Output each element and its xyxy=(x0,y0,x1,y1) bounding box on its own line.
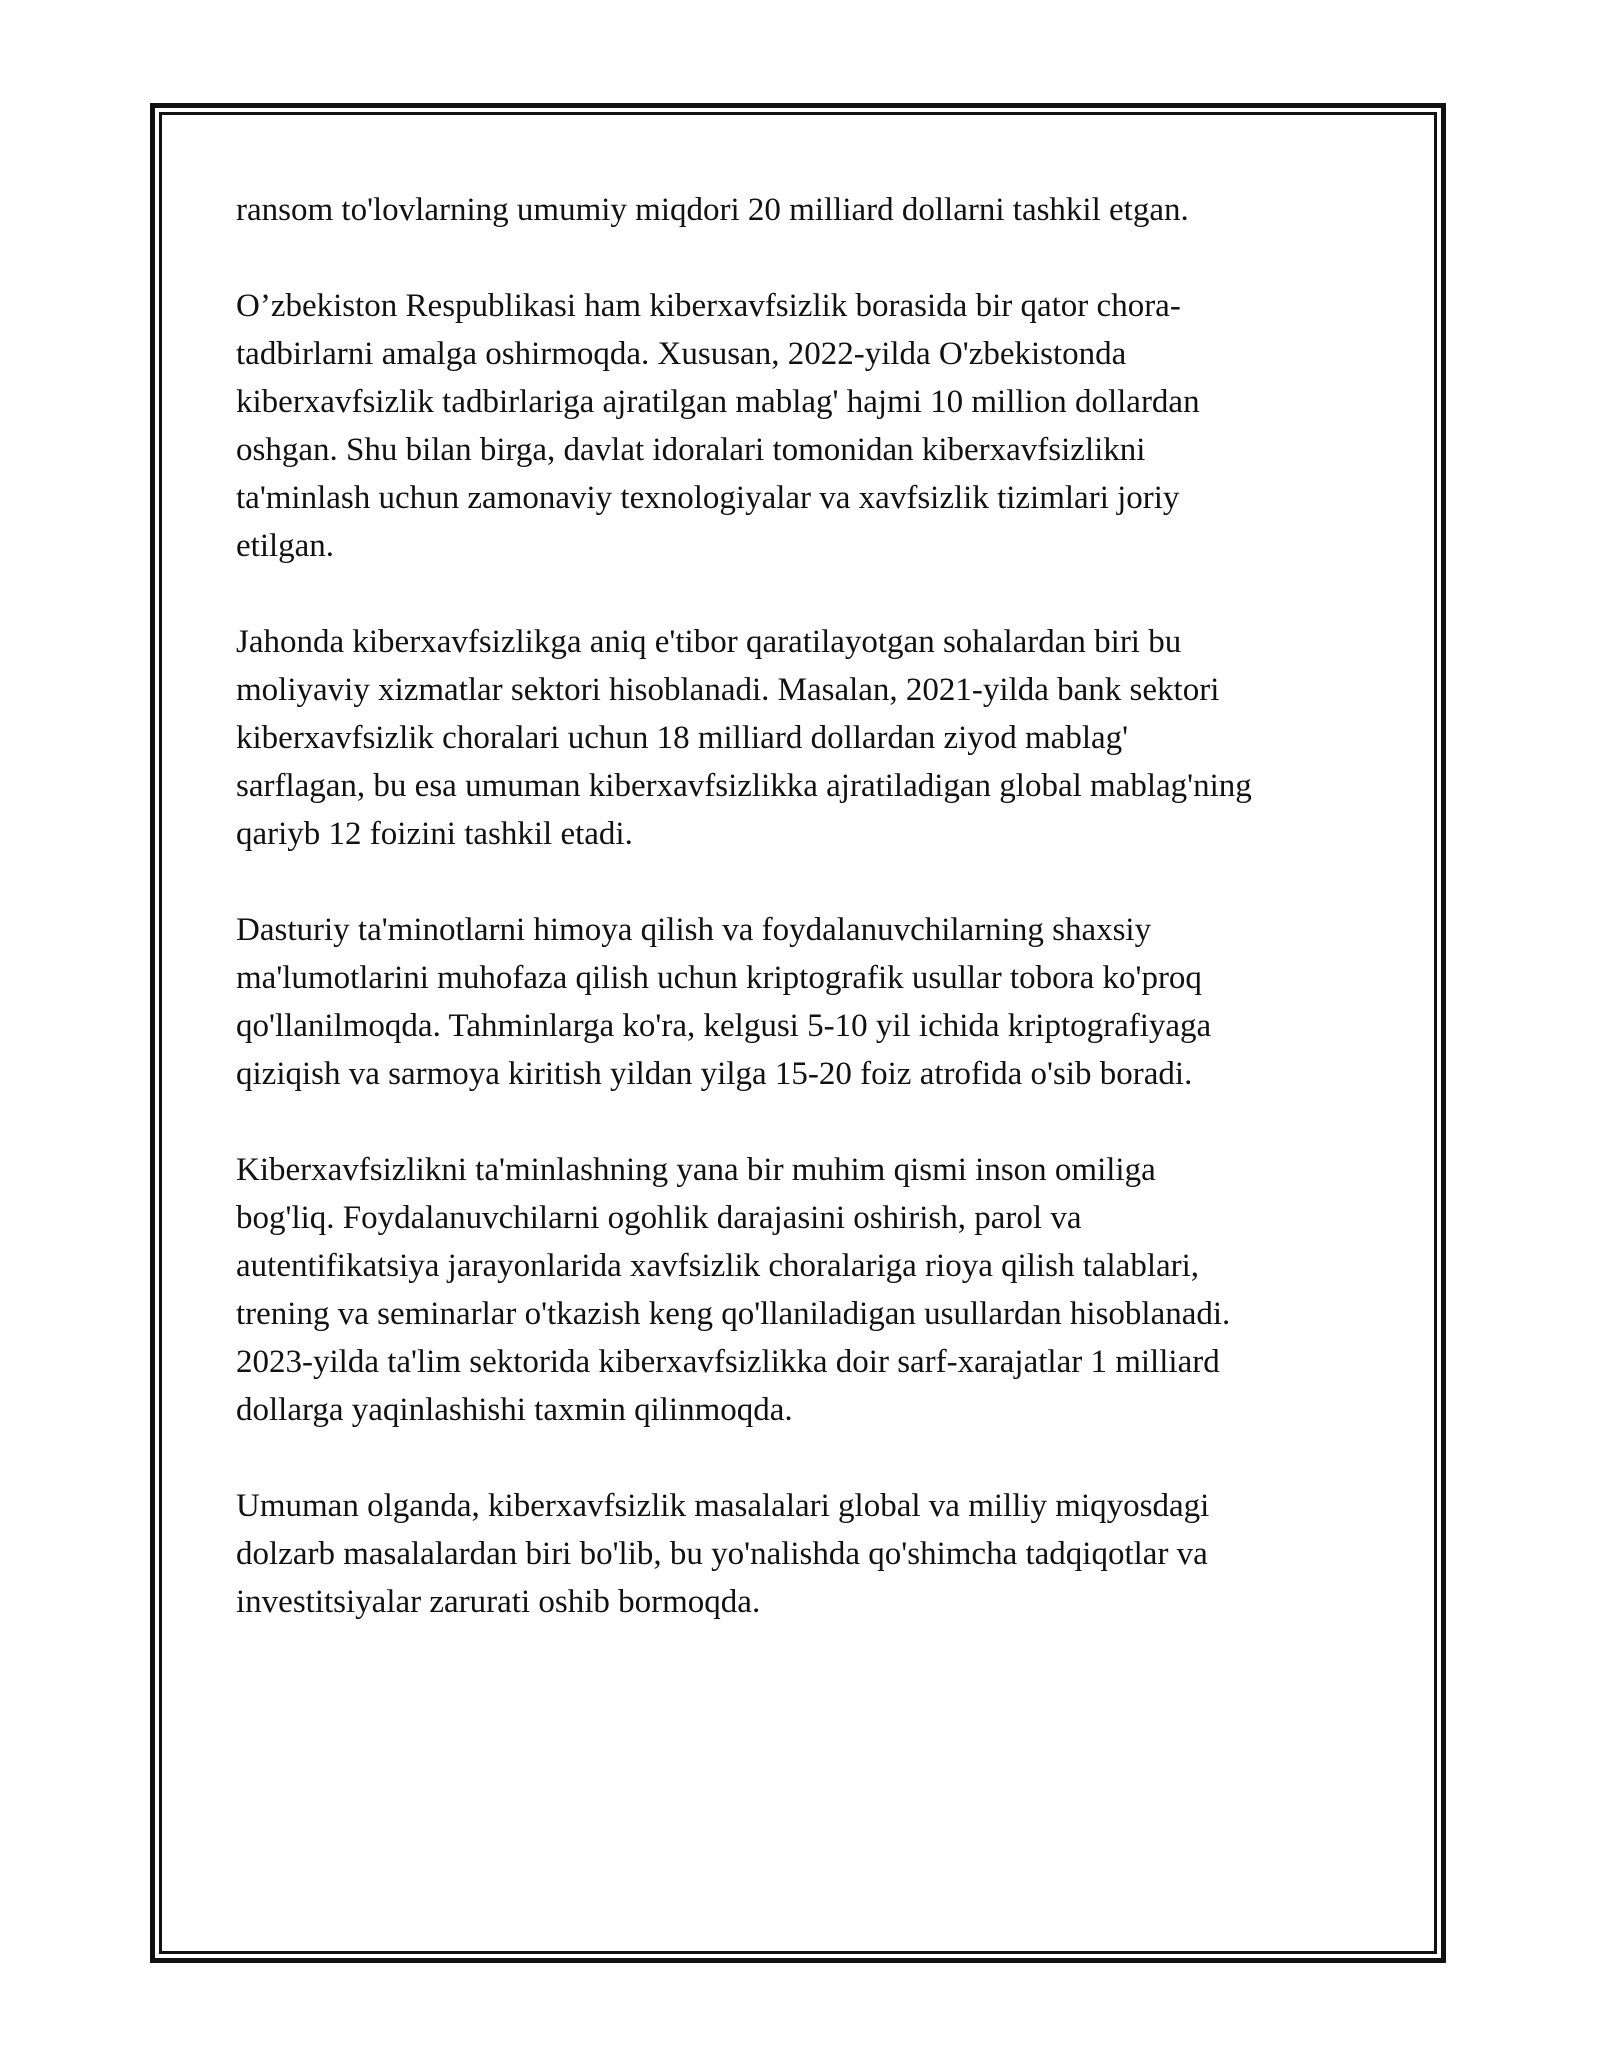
paragraph-gap xyxy=(236,858,1396,906)
text-line: ransom to'lovlarning umumiy miqdori 20 milliard dollarni tashkil etgan. xyxy=(236,192,1189,228)
paragraph-gap xyxy=(236,1098,1396,1146)
text-line: trening va seminarlar o'tkazish keng qo'llaniladigan usullardan hisoblanadi. xyxy=(236,1296,1231,1332)
text-line: bog'liq. Foydalanuvchilarni ogohlik darajasini oshirish, parol va xyxy=(236,1200,1082,1236)
paragraph-5 xyxy=(236,1146,1396,1434)
text-line: etilgan. xyxy=(236,528,335,564)
text-line: kiberxavfsizlik tadbirlariga ajratilgan mablag' hajmi 10 million dollardan xyxy=(236,384,1200,420)
text-line: 2023-yilda ta'lim sektorida kiberxavfsizlikka doir sarf-xarajatlar 1 milliard xyxy=(236,1344,1220,1380)
text-line: Kiberxavfsizlikni ta'minlashning yana bir muhim qismi inson omiliga xyxy=(236,1152,1156,1188)
text-line: dolzarb masalalardan biri bo'lib, bu yo'nalishda qo'shimcha tadqiqotlar va xyxy=(236,1536,1208,1572)
paragraph-4 xyxy=(236,906,1396,1098)
text-line: Dasturiy ta'minotlarni himoya qilish va foydalanuvchilarning shaxsiy xyxy=(236,912,1152,948)
paragraph-gap xyxy=(236,570,1396,618)
text-line: Jahonda kiberxavfsizlikga aniq e'tibor qaratilayotgan sohalardan biri bu xyxy=(236,624,1182,660)
text-line: ta'minlash uchun zamonaviy texnologiyalar va xavfsizlik tizimlari joriy xyxy=(236,480,1180,516)
text-line: autentifikatsiya jarayonlarida xavfsizlik choralariga rioya qilish talablari, xyxy=(236,1248,1200,1284)
text-line: qiziqish va sarmoya kiritish yildan yilga 15-20 foiz atrofida o'sib boradi. xyxy=(236,1056,1193,1092)
text-line: O’zbekiston Respublikasi ham kiberxavfsizlik borasida bir qator chora- xyxy=(236,288,1181,324)
paragraph-2 xyxy=(236,282,1396,570)
paragraph-gap xyxy=(236,1434,1396,1482)
paragraph-gap xyxy=(236,234,1396,282)
text-line: ma'lumotlarini muhofaza qilish uchun kriptografik usullar tobora ko'proq xyxy=(236,960,1202,996)
text-line: oshgan. Shu bilan birga, davlat idoralari tomonidan kiberxavfsizlikni xyxy=(236,432,1146,468)
text-line: investitsiyalar zarurati oshib bormoqda. xyxy=(236,1584,761,1620)
paragraph-1 xyxy=(236,186,1396,234)
text-line: sarflagan, bu esa umuman kiberxavfsizlikka ajratiladigan global mablag'ning xyxy=(236,768,1252,804)
paragraph-3 xyxy=(236,618,1396,858)
text-line: Umuman olganda, kiberxavfsizlik masalalari global va milliy miqyosdagi xyxy=(236,1488,1210,1524)
document-body xyxy=(236,186,1396,1626)
text-line: qariyb 12 foizini tashkil etadi. xyxy=(236,816,633,852)
text-line: tadbirlarni amalga oshirmoqda. Xususan, 2022-yilda O'zbekistonda xyxy=(236,336,1127,372)
text-line: kiberxavfsizlik choralari uchun 18 milliard dollardan ziyod mablag' xyxy=(236,720,1129,756)
paragraph-6 xyxy=(236,1482,1396,1626)
text-line: dollarga yaqinlashishi taxmin qilinmoqda. xyxy=(236,1392,793,1428)
text-line: qo'llanilmoqda. Tahminlarga ko'ra, kelgusi 5-10 yil ichida kriptografiyaga xyxy=(236,1008,1212,1044)
text-line: moliyaviy xizmatlar sektori hisoblanadi. Masalan, 2021-yilda bank sektori xyxy=(236,672,1220,708)
